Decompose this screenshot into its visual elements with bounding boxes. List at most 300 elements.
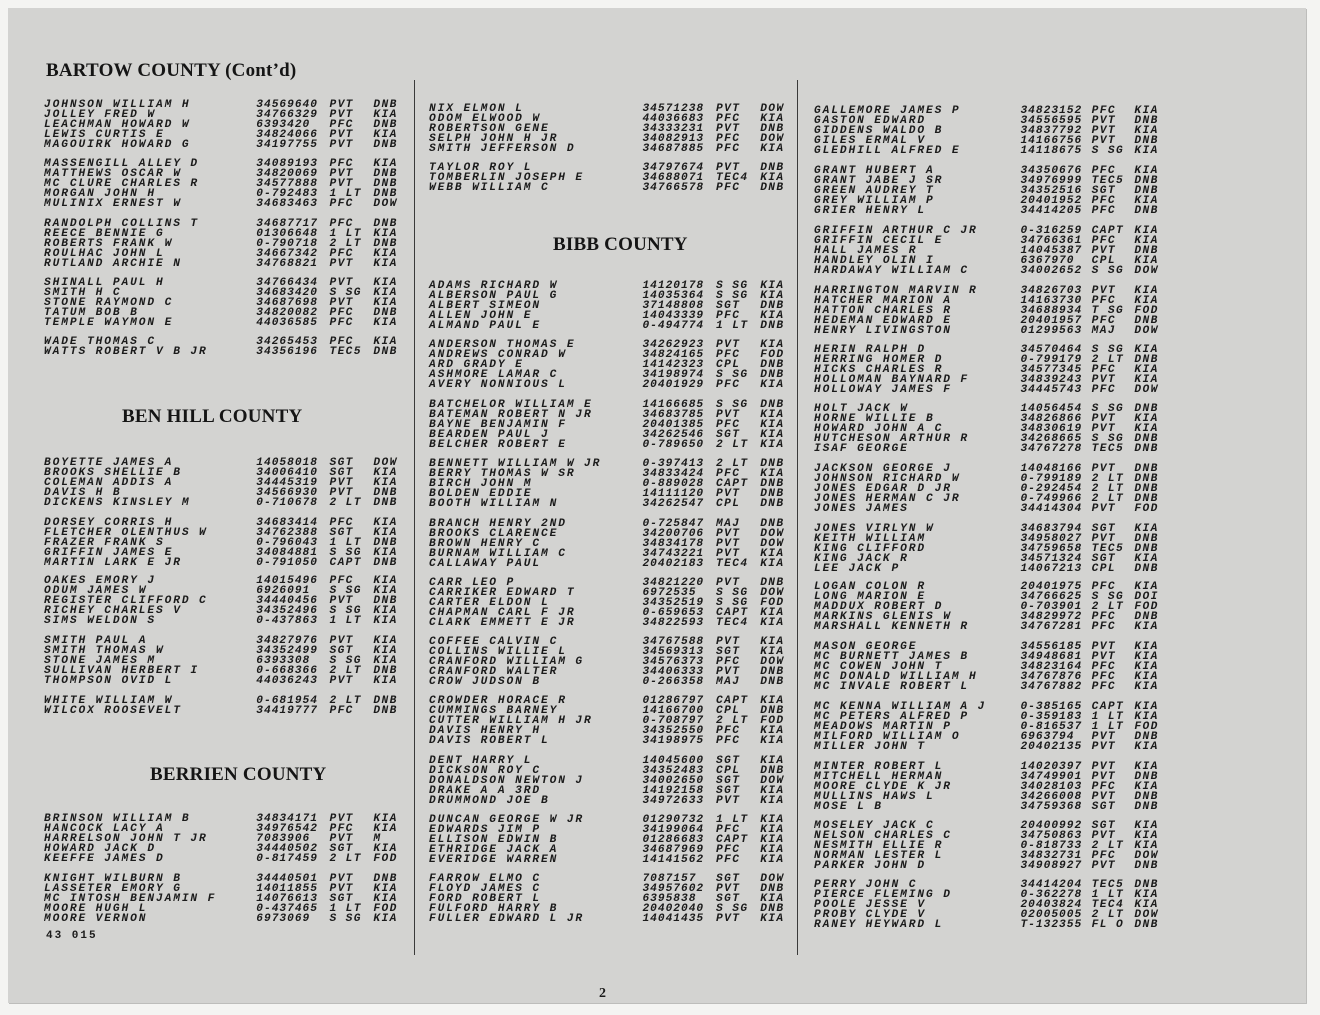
rank: S SG xyxy=(716,369,749,382)
serial-number: 14048166 xyxy=(1020,463,1083,475)
status: DNB xyxy=(1134,483,1159,496)
soldier-name: CUMMINGS BARNEY xyxy=(429,705,559,718)
status: DNB xyxy=(1134,115,1159,128)
soldier-name: DAVIS HENRY H xyxy=(429,725,541,738)
soldier-name: EDWARDS JIM P xyxy=(429,824,541,837)
rank: PVT xyxy=(716,666,741,679)
status: FOD xyxy=(373,853,398,866)
rank: PVT xyxy=(1091,503,1116,516)
rank: PVT xyxy=(716,409,741,422)
serial-number: 20403824 xyxy=(1020,899,1083,912)
serial-number: 34199064 xyxy=(642,824,705,837)
serial-number: 01306648 xyxy=(256,228,318,241)
soldier-name: TATUM BOB B xyxy=(44,307,139,320)
serial-number: 20401929 xyxy=(642,379,705,392)
rank: PVT xyxy=(1091,860,1116,873)
status: KIA xyxy=(760,113,785,126)
serial-number: 0-799189 xyxy=(1020,473,1083,486)
status: KIA xyxy=(373,883,398,896)
rank: 1 LT xyxy=(716,814,749,826)
status: KIA xyxy=(760,617,785,630)
rank: S SG xyxy=(716,290,749,303)
soldier-name: CRANFORD WALTER xyxy=(429,666,559,679)
rank: CPL xyxy=(716,705,741,718)
rank: SGT xyxy=(716,893,741,906)
soldier-name: GRANT JABE J SR xyxy=(814,175,944,188)
serial-number: 0-437863 xyxy=(256,615,318,628)
rank: PVT xyxy=(1091,830,1116,843)
rank: TEC4 xyxy=(716,558,749,571)
soldier-name: GRANT HUBERT A xyxy=(814,165,935,177)
serial-number: 0-817459 xyxy=(256,853,318,866)
status: DNB xyxy=(1134,791,1159,804)
roster-row xyxy=(429,914,797,924)
serial-number: 34440456 xyxy=(256,595,318,608)
serial-number: 34834178 xyxy=(642,538,705,551)
roster-group xyxy=(429,104,797,154)
serial-number: 34440501 xyxy=(256,873,318,885)
serial-number: 34687969 xyxy=(642,844,705,857)
status: KIA xyxy=(760,795,785,808)
rank: PFC xyxy=(1091,205,1116,218)
status: DNB xyxy=(1134,185,1159,198)
soldier-name: ASHMORE LAMAR C xyxy=(429,369,559,382)
status: DNB xyxy=(1134,443,1159,456)
roster-row xyxy=(814,742,1170,752)
soldier-name: ROBERTSON GENE xyxy=(429,123,550,136)
serial-number: 34577888 xyxy=(256,178,318,191)
rank: S SG xyxy=(1091,433,1125,446)
rank: PVT xyxy=(1091,791,1116,804)
rank: FL O xyxy=(1091,919,1125,932)
status: KIA xyxy=(373,615,398,628)
rank: SGT xyxy=(716,646,741,659)
status: KIA xyxy=(1134,651,1159,664)
rank: PVT xyxy=(716,577,741,589)
roster-group xyxy=(44,636,410,686)
serial-number: 34908927 xyxy=(1020,860,1083,873)
rank: 2 LT xyxy=(329,497,362,510)
rank: PFC xyxy=(716,735,741,748)
soldier-name: CLARK EMMETT E JR xyxy=(429,617,576,630)
status: KIA xyxy=(760,636,785,648)
rank: PFC xyxy=(329,575,354,587)
status: DNB xyxy=(760,518,785,530)
roster-group xyxy=(429,578,797,628)
soldier-name: BIRCH JOHN M xyxy=(429,478,533,491)
roster-row xyxy=(429,559,797,569)
rank: SGT xyxy=(1091,185,1116,198)
soldier-name: PROBY CLYDE V xyxy=(814,909,926,922)
serial-number: 34445743 xyxy=(1020,384,1083,397)
roster-group xyxy=(814,106,1170,156)
rank: 2 LT xyxy=(716,715,749,728)
roster-group xyxy=(429,637,797,687)
status: KIA xyxy=(373,336,398,348)
serial-number: 14020397 xyxy=(1020,761,1083,773)
soldier-name: MC BURNETT JAMES B xyxy=(814,651,970,664)
serial-number: 14166756 xyxy=(1020,135,1083,148)
serial-number: 34821220 xyxy=(642,577,705,589)
soldier-name: PARKER JOHN D xyxy=(814,860,926,873)
soldier-name: FORD ROBERT L xyxy=(429,893,541,906)
status: DNB xyxy=(760,359,785,372)
soldier-name: KEITH WILLIAM xyxy=(814,533,926,546)
status: DOW xyxy=(760,775,785,788)
status: KIA xyxy=(1134,423,1159,436)
roster-group xyxy=(44,458,410,508)
rank: PVT xyxy=(329,109,354,122)
rank: 1 LT xyxy=(329,537,362,550)
soldier-name: MULLINS HAWS L xyxy=(814,791,935,804)
soldier-name: DAVIS H B xyxy=(44,487,122,500)
rank: PVT xyxy=(329,883,354,896)
serial-number: 34414205 xyxy=(1020,205,1083,218)
soldier-name: HEDEMAN EDWARD E xyxy=(814,315,952,328)
rank: PFC xyxy=(716,310,741,323)
serial-number: 0-725847 xyxy=(642,518,705,530)
roster-group xyxy=(44,696,410,716)
soldier-name: BRINSON WILLIAM B xyxy=(44,813,191,825)
rank: TEC5 xyxy=(329,346,362,359)
soldier-name: MC CLURE CHARLES R xyxy=(44,178,200,191)
status: KIA xyxy=(1134,889,1159,902)
rank: PFC xyxy=(1091,105,1116,117)
rank: PFC xyxy=(716,844,741,857)
status: KIA xyxy=(373,655,398,668)
status: KIA xyxy=(373,635,398,647)
serial-number: 0-816537 xyxy=(1020,721,1083,734)
serial-number: 0-437465 xyxy=(256,903,318,916)
rank: S SG xyxy=(716,587,749,600)
rank: PFC xyxy=(329,823,354,836)
soldier-name: HUTCHESON ARTHUR R xyxy=(814,433,970,446)
soldier-name: KNIGHT WILBURN B xyxy=(44,873,182,885)
serial-number: 14067213 xyxy=(1020,563,1083,576)
soldier-name: JONES JAMES xyxy=(814,503,909,516)
soldier-name: DRAKE A A 3RD xyxy=(429,785,541,798)
serial-number: 34082913 xyxy=(642,133,705,146)
rank: PVT xyxy=(716,913,741,926)
serial-number: 01299563 xyxy=(1020,325,1083,338)
rank: PFC xyxy=(1091,364,1116,377)
status: DNB xyxy=(760,498,785,511)
serial-number: 34667342 xyxy=(256,248,318,261)
rank: PVT xyxy=(329,99,354,111)
rank: S SG xyxy=(716,597,749,610)
soldier-name: BAYNE BENJAMIN F xyxy=(429,419,567,432)
soldier-name: POOLE JESSE V xyxy=(814,899,926,912)
soldier-name: LEACHMAN HOWARD W xyxy=(44,119,191,132)
roster-row xyxy=(814,504,1170,514)
status: FOD xyxy=(760,349,785,362)
rank: CPL xyxy=(716,359,741,372)
serial-number: 34350676 xyxy=(1020,165,1083,177)
rank: PVT xyxy=(1091,761,1116,773)
soldier-name: HOLLOWAY JAMES F xyxy=(814,384,952,397)
rank: SGT xyxy=(716,775,741,788)
serial-number: 34197755 xyxy=(256,139,318,152)
soldier-name: KING CLIFFORD xyxy=(814,543,926,556)
serial-number: 0-397413 xyxy=(642,458,705,470)
serial-number: 34759368 xyxy=(1020,801,1083,814)
soldier-name: FULFORD HARRY B xyxy=(429,903,559,916)
rank: S SG xyxy=(1091,344,1125,356)
soldier-name: STONE JAMES M xyxy=(44,655,156,668)
status: KIA xyxy=(760,814,785,826)
roster-group xyxy=(814,166,1170,216)
serial-number: 34820082 xyxy=(256,307,318,320)
rank: 2 LT xyxy=(1091,601,1125,614)
serial-number: 34352516 xyxy=(1020,185,1083,198)
serial-number: 34972633 xyxy=(642,795,705,808)
serial-number: 14045600 xyxy=(642,755,705,767)
soldier-name: TAYLOR ROY L xyxy=(429,162,533,174)
rank: PVT xyxy=(329,297,354,310)
roster-row xyxy=(429,618,797,628)
roster-row xyxy=(429,677,797,687)
soldier-name: PERRY JOHN C xyxy=(814,879,918,891)
serial-number: 34824165 xyxy=(642,349,705,362)
status: KIA xyxy=(1134,255,1159,268)
serial-number: 34683785 xyxy=(642,409,705,422)
status: DNB xyxy=(373,705,398,718)
rank: CAPT xyxy=(1091,701,1125,713)
rank: S SG xyxy=(329,655,362,668)
rank: PVT xyxy=(1091,413,1116,426)
roster-group xyxy=(814,702,1170,752)
status: KIA xyxy=(760,893,785,906)
soldier-name: HOLT JACK W xyxy=(814,403,909,415)
rank: PVT xyxy=(1091,651,1116,664)
soldier-name: RANDOLPH COLLINS T xyxy=(44,218,200,230)
rank: PFC xyxy=(716,419,741,432)
roster-group xyxy=(814,345,1170,395)
serial-number: 34571324 xyxy=(1020,553,1083,566)
serial-number: 6972535 xyxy=(642,587,697,600)
status: DNB xyxy=(1134,175,1159,188)
status: DOW xyxy=(1134,850,1159,863)
roster-row xyxy=(44,259,410,269)
status: DNB xyxy=(760,399,785,411)
soldier-name: DICKENS KINSLEY M xyxy=(44,497,191,510)
soldier-name: BERRY THOMAS W SR xyxy=(429,468,576,481)
serial-number: 20401975 xyxy=(1020,581,1083,593)
serial-number: 34406333 xyxy=(642,666,705,679)
soldier-name: HANDLEY OLIN I xyxy=(814,255,935,268)
roster-row xyxy=(814,266,1170,276)
soldier-name: BENNETT WILLIAM W JR xyxy=(429,458,602,470)
soldier-name: BURNAM WILLIAM C xyxy=(429,548,567,561)
status: KIA xyxy=(373,547,398,560)
serial-number: 34948681 xyxy=(1020,651,1083,664)
status: DOW xyxy=(760,587,785,600)
soldier-name: MC KENNA WILLIAM A J xyxy=(814,701,987,713)
soldier-name: BROOKS CLARENCE xyxy=(429,528,559,541)
serial-number: 0-316259 xyxy=(1020,225,1083,237)
rank: PFC xyxy=(716,656,741,669)
serial-number: 0-710678 xyxy=(256,497,318,510)
serial-number: 34352519 xyxy=(642,597,705,610)
status: KIA xyxy=(1134,681,1159,694)
serial-number: 44036585 xyxy=(256,317,318,330)
status: KIA xyxy=(1134,413,1159,426)
serial-number: 34767882 xyxy=(1020,681,1083,694)
status: KIA xyxy=(1134,581,1159,593)
serial-number: 34445319 xyxy=(256,477,318,490)
soldier-name: LASSETER EMORY G xyxy=(44,883,182,896)
serial-number: 14142323 xyxy=(642,359,705,372)
roster-group xyxy=(814,880,1170,930)
status: KIA xyxy=(1134,820,1159,832)
status: DNB xyxy=(373,119,398,132)
serial-number: 34822593 xyxy=(642,617,705,630)
soldier-name: ANDERSON THOMAS E xyxy=(429,339,576,351)
rank: PFC xyxy=(329,517,354,529)
status: DNB xyxy=(760,458,785,470)
rank: S SG xyxy=(716,903,749,916)
serial-number: 34265453 xyxy=(256,336,318,348)
status: DNB xyxy=(760,676,785,689)
soldier-name: GRIFFIN ARTHUR C JR xyxy=(814,225,978,237)
soldier-name: SHINALL PAUL H xyxy=(44,277,165,289)
serial-number: 37148808 xyxy=(642,300,705,313)
status: DNB xyxy=(760,705,785,718)
soldier-name: SMITH H C xyxy=(44,287,122,300)
roster-row xyxy=(44,558,410,568)
status: DNB xyxy=(1134,563,1159,576)
rank: PVT xyxy=(716,488,741,501)
roster-row xyxy=(814,920,1170,930)
soldier-name: MOSELEY JACK C xyxy=(814,820,935,832)
rank: PFC xyxy=(1091,581,1116,593)
serial-number: 34958027 xyxy=(1020,533,1083,546)
soldier-name: MARKINS GLENIS W xyxy=(814,611,952,624)
status: KIA xyxy=(373,287,398,300)
column-divider-left xyxy=(414,80,415,955)
roster-group xyxy=(429,756,797,806)
status: DNB xyxy=(1134,135,1159,148)
status: KIA xyxy=(760,785,785,798)
serial-number: 34571238 xyxy=(642,103,705,115)
status: KIA xyxy=(1134,701,1159,713)
soldier-name: BOYETTE JAMES A xyxy=(44,457,174,469)
status: KIA xyxy=(760,646,785,659)
rank: PVT xyxy=(1091,641,1116,653)
status: DOW xyxy=(1134,384,1159,397)
status: KIA xyxy=(760,913,785,926)
rank: CAPT xyxy=(1091,225,1125,237)
soldier-name: HANCOCK LACY A xyxy=(44,823,165,836)
serial-number: 34414204 xyxy=(1020,879,1083,891)
soldier-name: ROBERTS FRANK W xyxy=(44,238,174,251)
soldier-name: JONES VIRLYN W xyxy=(814,523,935,535)
soldier-name: MC PETERS ALFRED P xyxy=(814,711,970,724)
status: DNB xyxy=(373,238,398,251)
rank: TEC5 xyxy=(1091,879,1125,891)
soldier-name: HORNE WILLIE B xyxy=(814,413,935,426)
roster-row xyxy=(429,183,797,193)
status: KIA xyxy=(1134,165,1159,177)
rank: SGT xyxy=(716,873,741,885)
soldier-name: RANEY HEYWARD L xyxy=(814,919,944,932)
roster-group xyxy=(814,642,1170,692)
soldier-name: CROWDER HORACE R xyxy=(429,695,567,707)
soldier-name: ANDREWS CONRAD W xyxy=(429,349,567,362)
soldier-name: HARDAWAY WILLIAM C xyxy=(814,265,970,278)
status: KIA xyxy=(760,844,785,857)
status: DOW xyxy=(760,133,785,146)
county-heading: BERRIEN COUNTY xyxy=(150,764,327,785)
serial-number: 0-789650 xyxy=(642,439,705,452)
rank: PFC xyxy=(716,468,741,481)
serial-number: 34767278 xyxy=(1020,443,1083,456)
soldier-name: JOHNSON RICHARD W xyxy=(814,473,961,486)
serial-number: 34352550 xyxy=(642,725,705,738)
rank: PFC xyxy=(329,336,354,348)
soldier-name: KING JACK R xyxy=(814,553,909,566)
status: KIA xyxy=(760,725,785,738)
rank: MAJ xyxy=(716,676,741,689)
serial-number: 34976999 xyxy=(1020,175,1083,188)
soldier-name: DONALDSON NEWTON J xyxy=(429,775,585,788)
rank: TEC4 xyxy=(716,172,749,185)
status: KIA xyxy=(1134,235,1159,248)
rank: PFC xyxy=(716,133,741,146)
status: DNB xyxy=(373,497,398,510)
status: DNB xyxy=(1134,543,1159,556)
rank: SGT xyxy=(1091,553,1116,566)
rank: MAJ xyxy=(1091,325,1116,338)
soldier-name: MITCHELL HERMAN xyxy=(814,771,944,784)
rank: 2 LT xyxy=(716,458,749,470)
status: KIA xyxy=(1134,830,1159,843)
rank: PFC xyxy=(716,143,741,156)
rank: CPL xyxy=(1091,255,1116,268)
roster-group xyxy=(44,518,410,568)
status: KIA xyxy=(1134,840,1159,853)
status: KIA xyxy=(373,258,398,271)
status: KIA xyxy=(373,477,398,490)
serial-number: 01286683 xyxy=(642,834,705,847)
status: KIA xyxy=(760,735,785,748)
soldier-name: GREY WILLIAM P xyxy=(814,195,935,208)
status: KIA xyxy=(1134,781,1159,794)
soldier-name: CARR LEO P xyxy=(429,577,516,589)
serial-number: 34006410 xyxy=(256,467,318,480)
status: KIA xyxy=(760,854,785,867)
status: KIA xyxy=(1134,641,1159,653)
serial-number: 0-791050 xyxy=(256,557,318,570)
rank: S SG xyxy=(329,287,362,300)
soldier-name: MATTHEWS OSCAR W xyxy=(44,168,182,181)
soldier-name: GILES ERMAL V xyxy=(814,135,926,148)
status: DOW xyxy=(760,873,785,885)
status: FOD xyxy=(1134,601,1159,614)
rank: PVT xyxy=(329,595,354,608)
serial-number: 34797674 xyxy=(642,162,705,174)
status: KIA xyxy=(1134,125,1159,138)
status: KIA xyxy=(373,585,398,598)
status: FOD xyxy=(760,597,785,610)
rank: PFC xyxy=(329,248,354,261)
roster-row xyxy=(44,347,410,357)
soldier-name: BROOKS SHELLIE B xyxy=(44,467,182,480)
rank: PFC xyxy=(1091,295,1116,308)
soldier-name: TOMBERLIN JOSEPH E xyxy=(429,172,585,185)
serial-number: 34414304 xyxy=(1020,503,1083,516)
soldier-name: MC INVALE ROBERT L xyxy=(814,681,970,694)
